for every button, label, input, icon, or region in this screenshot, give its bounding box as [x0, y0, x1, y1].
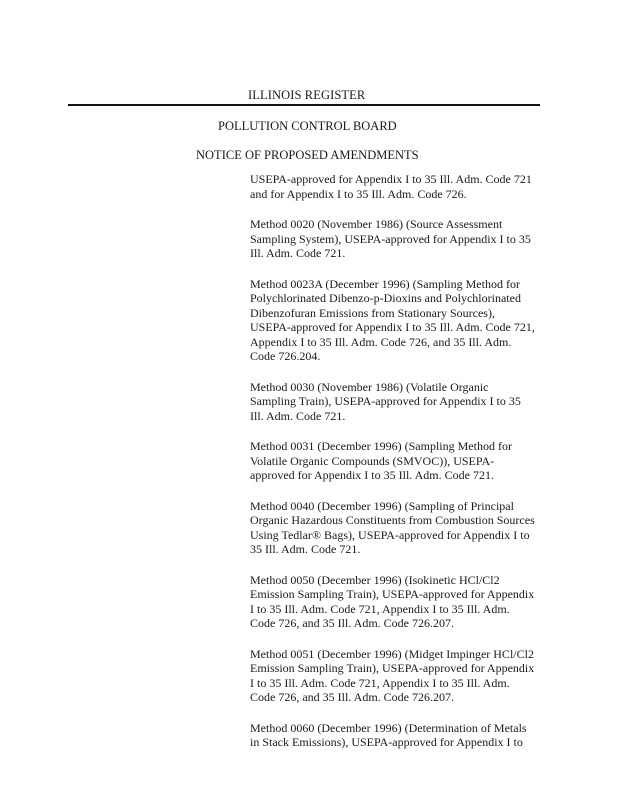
entry-line: Method 0040 (December 1996) (Sampling of Principal [250, 498, 514, 513]
entry-line: Emission Sampling Train), USEPA-approved for Appendix [250, 587, 535, 601]
method-list [250, 172, 550, 766]
method-entry [250, 172, 550, 201]
entry-line: Code 726, and 35 Ill. Adm. Code 726.207. [250, 690, 454, 704]
entry-line: Polychlorinated Dibenzo-p-Dioxins and Polychlorinated [250, 291, 521, 305]
board-title: POLLUTION CONTROL BOARD [218, 119, 397, 133]
entry-line: Sampling System), USEPA-approved for Appendix I to 35 [250, 231, 531, 246]
entry-line: and for Appendix I to 35 Ill. Adm. Code 726. [250, 186, 467, 201]
method-entry [250, 647, 550, 705]
method-entry [250, 721, 550, 750]
method-entry [250, 573, 550, 631]
entry-line: Method 0030 (November 1986) (Volatile Organic [250, 379, 489, 394]
entry-line: 35 Ill. Adm. Code 721. [250, 542, 361, 556]
entry-line: Volatile Organic Compounds (SMVOC)), USEPA- [250, 453, 495, 468]
entry-line: I to 35 Ill. Adm. Code 721, Appendix I to 35 Ill. Adm. [250, 675, 510, 690]
register-title: ILLINOIS REGISTER [248, 88, 366, 102]
entry-line: I to 35 Ill. Adm. Code 721, Appendix I to 35 Ill. Adm. [250, 601, 510, 616]
entry-line: Code 726.204. [250, 349, 321, 363]
entry-line: Using Tedlar® Bags), USEPA-approved for Appendix I to [250, 527, 530, 542]
entry-line: Method 0031 (December 1996) (Sampling Method for [250, 439, 512, 453]
entry-line: Code 726, and 35 Ill. Adm. Code 726.207. [250, 616, 454, 630]
entry-line: Ill. Adm. Code 721. [250, 408, 346, 423]
entry-line: approved for Appendix I to 35 Ill. Adm. Code 721. [250, 468, 494, 482]
entry-line: Method 0020 (November 1986) (Source Assessment [250, 217, 503, 231]
entry-line: Organic Hazardous Constituents from Combustion Sources [250, 513, 535, 527]
method-entry [250, 380, 550, 424]
entry-line: Emission Sampling Train), USEPA-approved for Appendix [250, 661, 535, 675]
entry-line: Method 0051 (December 1996) (Midget Impinger HCl/Cl2 [250, 646, 534, 661]
entry-line: Method 0023A (December 1996) (Sampling Method for [250, 276, 520, 291]
entry-line: Sampling Train), USEPA-approved for Appendix I to 35 [250, 394, 521, 408]
method-entry [250, 499, 550, 557]
entry-line: USEPA-approved for Appendix I to 35 Ill. Adm. Code 721 [250, 172, 532, 186]
entry-line: Ill. Adm. Code 721. [250, 246, 346, 260]
method-entry [250, 439, 550, 483]
entry-line: in Stack Emissions), USEPA-approved for Appendix I to [250, 735, 523, 749]
method-entry [250, 217, 550, 261]
entry-line: Appendix I to 35 Ill. Adm. Code 726, and 35 Ill. Adm. [250, 334, 512, 349]
entry-line: Method 0050 (December 1996) (Isokinetic HCl/Cl2 [250, 572, 500, 587]
method-entry [250, 277, 550, 364]
entry-line: Method 0060 (December 1996) (Determination of Metals [250, 720, 527, 735]
header-rule [68, 104, 540, 106]
entry-line: USEPA-approved for Appendix I to 35 Ill. Adm. Code 721, [250, 320, 535, 334]
entry-line: Dibenzofuran Emissions from Stationary Sources), [250, 305, 495, 320]
notice-title: NOTICE OF PROPOSED AMENDMENTS [196, 148, 419, 162]
